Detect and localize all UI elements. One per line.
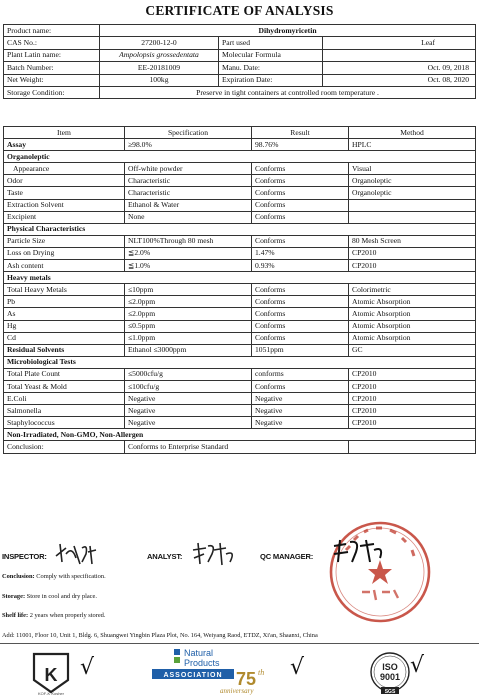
specification-cell: Off-white powder <box>125 163 252 175</box>
section-row <box>4 272 476 284</box>
kosher-text: KOF-K Kosher <box>37 691 65 696</box>
specification-cell: ≤100cfu/g <box>125 380 252 392</box>
info-label: Expiration Date: <box>219 74 323 86</box>
specification-cell: ≥98.0% <box>125 139 252 151</box>
info-value: Preserve in tight containers at controlled room temperature . <box>100 86 476 98</box>
result-cell: Conforms <box>252 187 349 199</box>
method-cell <box>349 199 476 211</box>
result-cell: 98.76% <box>252 139 349 151</box>
specification-cell: Characteristic <box>125 175 252 187</box>
table-row <box>4 308 476 320</box>
method-cell: HPLC <box>349 139 476 151</box>
result-cell: Conforms <box>252 332 349 344</box>
info-label: Net Weight: <box>4 74 100 86</box>
conclusion-note-text: Comply with specification. <box>34 573 106 580</box>
table-row <box>4 49 476 61</box>
item-cell: Extraction Solvent <box>4 199 125 211</box>
specification-cell: ≤10ppm <box>125 284 252 296</box>
iso-checkmark: √ <box>410 653 425 678</box>
item-cell: Hg <box>4 320 125 332</box>
item-cell: Cd <box>4 332 125 344</box>
column-header: Specification <box>125 127 252 139</box>
conclusion-row <box>4 441 476 453</box>
table-row <box>4 332 476 344</box>
table-row <box>4 260 476 272</box>
kosher-checkmark: √ <box>80 655 95 680</box>
result-cell: Negative <box>252 405 349 417</box>
result-cell: conforms <box>252 368 349 380</box>
storage-note-label: Storage: <box>2 593 26 600</box>
item-cell: Total Plate Count <box>4 368 125 380</box>
item-cell: Taste <box>4 187 125 199</box>
shelf-life-note-text: 2 years when properly stored. <box>28 612 106 619</box>
qc-manager-label: QC MANAGER: <box>260 552 314 561</box>
conclusion-note-label: Conclusion: <box>2 573 35 580</box>
method-cell: Atomic Absorption <box>349 308 476 320</box>
table-row <box>4 37 476 49</box>
result-cell: Conforms <box>252 163 349 175</box>
info-label: Part used <box>219 37 323 49</box>
info-label: CAS No.: <box>4 37 100 49</box>
table-row <box>4 211 476 223</box>
table-header-row <box>4 127 476 139</box>
method-cell: Atomic Absorption <box>349 320 476 332</box>
column-header: Item <box>4 127 125 139</box>
section-row <box>4 151 476 163</box>
method-cell: 80 Mesh Screen <box>349 235 476 247</box>
section-row <box>4 356 476 368</box>
info-label: Plant Latin name: <box>4 49 100 61</box>
item-cell: Particle Size <box>4 235 125 247</box>
table-row <box>4 163 476 175</box>
method-cell: Organoleptic <box>349 187 476 199</box>
item-cell: Assay <box>4 139 125 151</box>
specification-cell: Ethanol & Water <box>125 199 252 211</box>
result-cell: Conforms <box>252 211 349 223</box>
specification-cell: ≤5000cfu/g <box>125 368 252 380</box>
info-value: Oct. 09, 2018 <box>323 62 476 74</box>
table-row <box>4 405 476 417</box>
specification-cell: NLT100%Through 80 mesh <box>125 235 252 247</box>
table-row <box>4 344 476 356</box>
info-value <box>323 49 476 61</box>
npa-logo <box>150 645 300 697</box>
info-label: Manu. Date: <box>219 62 323 74</box>
footer-divider <box>0 643 479 644</box>
table-cell <box>349 441 476 453</box>
item-cell: Ash content <box>4 260 125 272</box>
specification-cell: ≤1.0ppm <box>125 332 252 344</box>
result-cell: 0.93% <box>252 260 349 272</box>
result-cell: Conforms <box>252 308 349 320</box>
method-cell: Atomic Absorption <box>349 332 476 344</box>
section-label: Heavy metals <box>4 272 476 284</box>
info-label: Batch Number: <box>4 62 100 74</box>
section-row <box>4 429 476 441</box>
iso-line2: 9001 <box>379 672 401 682</box>
company-stamp <box>328 520 432 624</box>
item-cell: Loss on Drying <box>4 247 125 259</box>
specification-cell: ≦1.0% <box>125 260 252 272</box>
result-cell: Conforms <box>252 296 349 308</box>
section-label: Physical Characteristics <box>4 223 476 235</box>
item-cell: Appearance <box>4 163 125 175</box>
result-cell: Conforms <box>252 235 349 247</box>
specification-body <box>4 139 476 453</box>
table-row <box>4 139 476 151</box>
shelf-life-note-label: Shelf life: <box>2 612 29 619</box>
npa-checkmark: √ <box>290 655 305 680</box>
info-value: EE-20181009 <box>100 62 219 74</box>
specification-cell: ≤0.5ppm <box>125 320 252 332</box>
result-cell: Negative <box>252 393 349 405</box>
conclusion-note <box>2 573 106 580</box>
method-cell: CP2010 <box>349 380 476 392</box>
specification-cell: Ethanol ≤3000ppm <box>125 344 252 356</box>
method-cell: CP2010 <box>349 405 476 417</box>
item-cell: Total Yeast & Mold <box>4 380 125 392</box>
npa-line1: Natural <box>184 648 214 658</box>
table-row <box>4 175 476 187</box>
method-cell: Visual <box>349 163 476 175</box>
specification-cell: ≤2.0ppm <box>125 296 252 308</box>
item-cell: As <box>4 308 125 320</box>
result-cell: Conforms <box>252 320 349 332</box>
table-row <box>4 320 476 332</box>
item-cell: Odor <box>4 175 125 187</box>
storage-note <box>2 593 97 600</box>
item-cell: Pb <box>4 296 125 308</box>
iso-line1: ISO <box>382 662 398 672</box>
iso-sub: SGS <box>384 689 396 695</box>
specification-cell: Negative <box>125 405 252 417</box>
section-label: Non-Irradiated, Non-GMO, Non-Allergen <box>4 429 476 441</box>
table-row <box>4 417 476 429</box>
table-row <box>4 284 476 296</box>
npa-anniversary: anniversary <box>220 687 254 695</box>
method-cell: Atomic Absorption <box>349 296 476 308</box>
specification-cell: Negative <box>125 417 252 429</box>
result-cell: 1051ppm <box>252 344 349 356</box>
company-address: Add: 11001, Floor 10, Unit 1, Bldg. 6, Shuangwei Yingbin Plaza Plot, No. 164, Weiyang Raod, ETDZ, Xi'an, Shaanxi, China <box>2 632 318 639</box>
result-cell: Conforms <box>252 199 349 211</box>
method-cell: CP2010 <box>349 393 476 405</box>
table-row <box>4 247 476 259</box>
npa-line3: ASSOCIATION <box>163 672 223 679</box>
column-header: Result <box>252 127 349 139</box>
result-cell: Conforms <box>252 175 349 187</box>
npa-years: 75 <box>236 669 257 689</box>
specification-cell: ≤2.0ppm <box>125 308 252 320</box>
method-cell: Colorimetric <box>349 284 476 296</box>
info-value: 27200-12-0 <box>100 37 219 49</box>
inspector-signature <box>52 540 100 568</box>
specification-table <box>3 126 476 454</box>
kosher-letter: K <box>44 665 58 685</box>
page-title: CERTIFICATE OF ANALYSIS <box>145 3 334 18</box>
npa-line2: Products <box>184 658 220 668</box>
method-cell: Organoleptic <box>349 175 476 187</box>
conclusion-label: Conclusion: <box>4 441 125 453</box>
item-cell: Salmonella <box>4 405 125 417</box>
specification-cell: None <box>125 211 252 223</box>
analyst-signature <box>190 540 240 568</box>
storage-note-text: Store in cool and dry place. <box>25 593 97 600</box>
inspector-label: INSPECTOR: <box>2 552 47 561</box>
specification-cell: Characteristic <box>125 187 252 199</box>
shelf-life-note <box>2 612 105 619</box>
npa-th: th <box>258 668 265 677</box>
method-cell: CP2010 <box>349 368 476 380</box>
info-label: Product name: <box>4 25 100 37</box>
method-cell: GC <box>349 344 476 356</box>
analyst-label: ANALYST: <box>147 552 183 561</box>
kosher-logo <box>28 650 74 696</box>
info-label: Molecular Formula <box>219 49 323 61</box>
info-value: Leaf <box>323 37 476 49</box>
table-row <box>4 393 476 405</box>
result-cell: Conforms <box>252 284 349 296</box>
item-cell: Total Heavy Metals <box>4 284 125 296</box>
product-info-table <box>3 24 476 99</box>
section-label: Organoleptic <box>4 151 476 163</box>
method-cell: CP2010 <box>349 260 476 272</box>
column-header: Method <box>349 127 476 139</box>
info-value: Ampolopsis grossedentata <box>100 49 219 61</box>
info-label: Storage Condition: <box>4 86 100 98</box>
method-cell <box>349 211 476 223</box>
item-cell: E.Coli <box>4 393 125 405</box>
table-row <box>4 25 476 37</box>
item-cell: Staphylococcus <box>4 417 125 429</box>
info-value: Dihydromyricetin <box>100 25 476 37</box>
result-cell: Negative <box>252 417 349 429</box>
table-row <box>4 199 476 211</box>
table-row <box>4 62 476 74</box>
specification-cell: ≦2.0% <box>125 247 252 259</box>
table-row <box>4 380 476 392</box>
conclusion-value: Conforms to Enterprise Standard <box>125 441 349 453</box>
info-value: Oct. 08, 2020 <box>323 74 476 86</box>
item-cell: Excipient <box>4 211 125 223</box>
result-cell: Conforms <box>252 380 349 392</box>
table-row <box>4 368 476 380</box>
table-row <box>4 86 476 98</box>
table-row <box>4 235 476 247</box>
section-row <box>4 223 476 235</box>
info-value: 100kg <box>100 74 219 86</box>
table-row <box>4 187 476 199</box>
result-cell: 1.47% <box>252 247 349 259</box>
table-row <box>4 296 476 308</box>
qc-manager-signature <box>330 538 390 566</box>
section-label: Microbiological Tests <box>4 356 476 368</box>
method-cell: CP2010 <box>349 417 476 429</box>
iso-9001-logo <box>368 650 412 696</box>
table-row <box>4 74 476 86</box>
method-cell: CP2010 <box>349 247 476 259</box>
specification-cell: Negative <box>125 393 252 405</box>
item-cell: Residual Solvents <box>4 344 125 356</box>
